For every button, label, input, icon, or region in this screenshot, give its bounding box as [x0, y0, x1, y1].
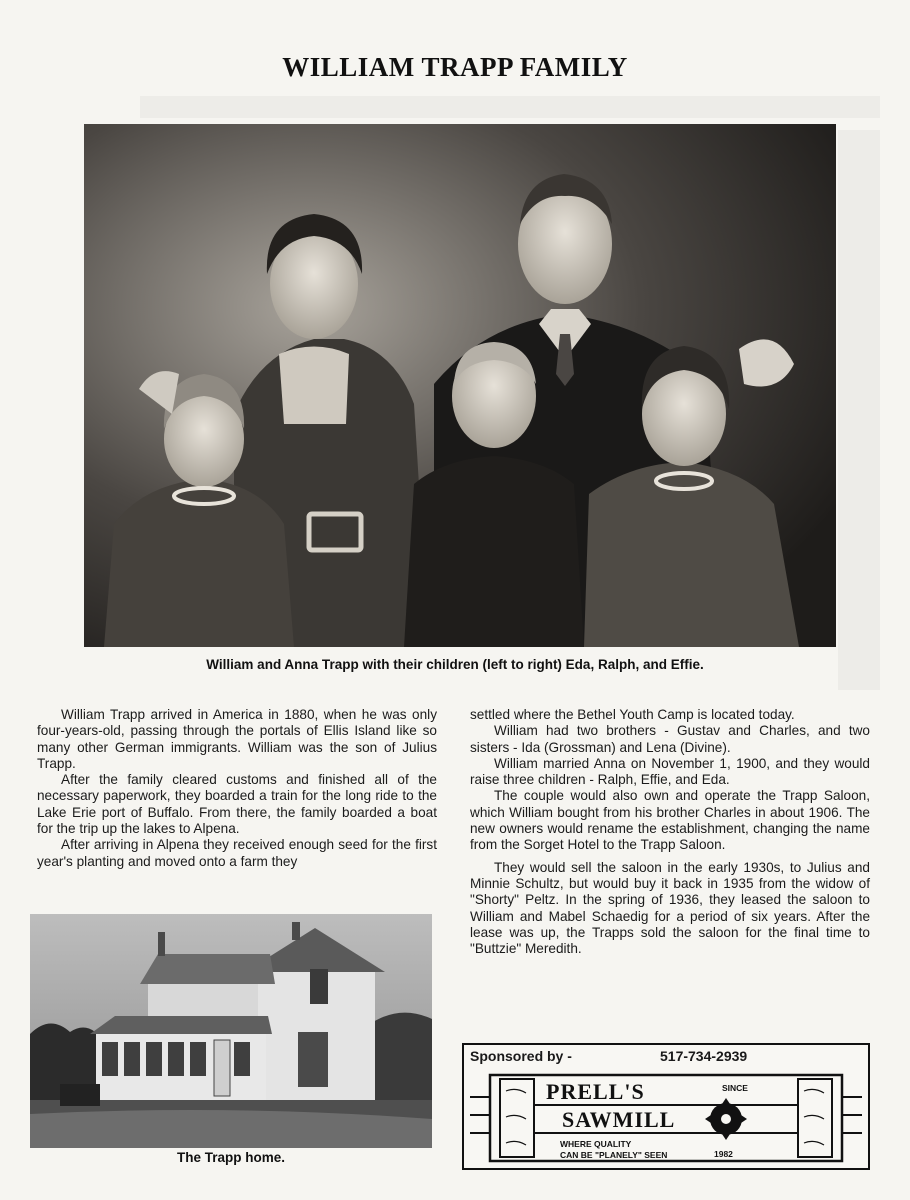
- family-portrait-photo: [84, 124, 836, 647]
- article-paragraph: William married Anna on November 1, 1900, and they would raise three children - Ralph, Effie, and Eda.: [470, 755, 870, 788]
- bleed-through-right: [838, 130, 880, 690]
- logo-tagline-1: WHERE QUALITY: [560, 1139, 632, 1149]
- article-paragraph: William Trapp arrived in America in 1880, when he was only four-years-old, passing through the portals of Ellis Island like so many other German immigrants. William was the son of Julius Trapp.: [37, 707, 437, 771]
- article-column-left: [37, 707, 437, 870]
- logo-year: 1982: [714, 1149, 733, 1159]
- article-paragraph: They would sell the saloon in the early 1930s, to Julius and Minnie Schultz, but would buy it back in 1935 from the widow of "Shorty" Peltz. In the spring of 1936, they leased the saloon to William and Mabel Schaedig for a period of six years. After the lease was up, the Trapps sold the saloon for the final time to "Buttzie" Meredith.: [470, 859, 870, 957]
- sponsor-phone: 517-734-2939: [660, 1048, 748, 1064]
- article-paragraph: The couple would also own and operate the Trapp Saloon, which William bought from his brother Charles in about 1906. The new owners would rename the establishment, changing the name from the Sorget Hotel to the Trapp Saloon.: [470, 788, 870, 853]
- family-portrait-image: [84, 124, 836, 647]
- logo-name-line1: PRELL'S: [546, 1079, 645, 1104]
- trapp-home-image: [30, 914, 432, 1148]
- logo-since-label: SINCE: [722, 1083, 748, 1093]
- article-paragraph: After arriving in Alpena they received enough seed for the first year's planting and moved onto a farm they: [37, 837, 437, 869]
- logo-name-line2: SAWMILL: [562, 1107, 676, 1132]
- sponsor-label: Sponsored by -: [470, 1048, 572, 1064]
- page-title: WILLIAM TRAPP FAMILY: [282, 52, 628, 82]
- family-photo-caption: William and Anna Trapp with their children (left to right) Eda, Ralph, and Effie.: [206, 657, 704, 672]
- prells-sawmill-logo: [464, 1067, 868, 1168]
- article-paragraph: After the family cleared customs and finished all of the necessary paperwork, they boarded a train for the long ride to the Lake Erie port of Buffalo. From there, the family boarded a boat for the trip up the lakes to Alpena.: [37, 772, 437, 837]
- trapp-home-photo: [30, 914, 432, 1148]
- sponsor-box: [462, 1043, 870, 1170]
- home-photo-caption: The Trapp home.: [176, 1150, 285, 1165]
- article-paragraph: William had two brothers - Gustav and Charles, and two sisters - Ida (Grossman) and Lena (Divine).: [470, 723, 870, 755]
- logo-tagline-2: CAN BE "PLANELY" SEEN: [560, 1150, 668, 1160]
- article-column-right: [470, 707, 870, 957]
- bleed-through-band: [140, 96, 880, 118]
- article-paragraph: settled where the Bethel Youth Camp is located today.: [470, 707, 795, 722]
